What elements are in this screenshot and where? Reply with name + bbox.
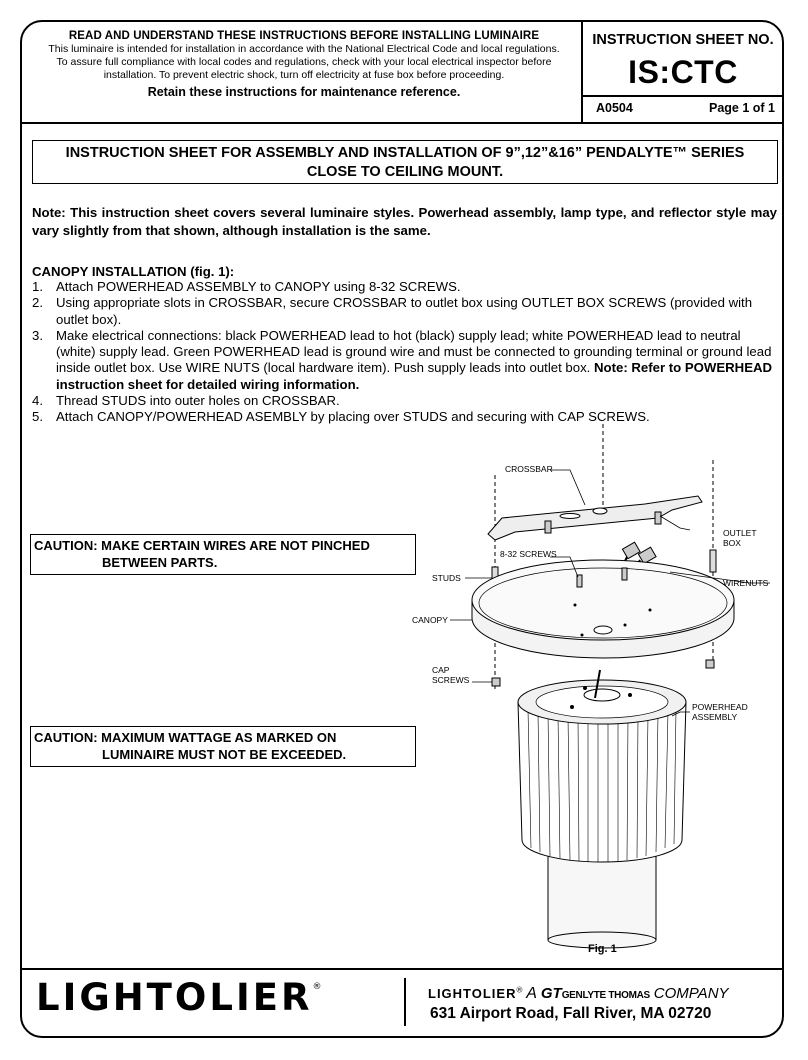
document-title — [32, 140, 778, 184]
canopy-part — [472, 560, 734, 658]
step-2-text: Using appropriate slots in CROSSBAR, secure CROSSBAR to outlet box using OUTLET BOX SCREWS (provided with outlet box). — [56, 295, 753, 327]
document-code: A0504 — [596, 101, 633, 115]
retain-notice: Retain these instructions for maintenance reference. — [147, 85, 461, 99]
step-5-number: 5. — [32, 409, 43, 425]
company-brand: LIGHTOLIER — [428, 986, 517, 1001]
label-cap: CAP — [432, 665, 450, 675]
step-4 — [32, 393, 782, 409]
sheet-divider — [583, 95, 782, 97]
label-canopy: CANOPY — [412, 615, 448, 625]
label-screws: 8-32 SCREWS — [500, 549, 557, 559]
caution-1-line-1: CAUTION: MAKE CERTAIN WIRES ARE NOT PINCHED — [34, 538, 370, 553]
caution-2-line-2: LUMINAIRE MUST NOT BE EXCEEDED. — [102, 747, 347, 762]
instruction-steps — [32, 279, 782, 426]
caution-1-line-2: BETWEEN PARTS. — [102, 555, 218, 570]
sheet-label: INSTRUCTION SHEET NO. — [592, 32, 774, 48]
footer-rule — [22, 968, 782, 970]
note-paragraph: Note: This instruction sheet covers several luminaire styles. Powerhead assembly, lamp type, and reflector style may vary slightly from that shown, although installation is the same. — [32, 205, 777, 238]
label-assembly: ASSEMBLY — [692, 712, 738, 722]
label-studs: STUDS — [432, 573, 461, 583]
step-4-number: 4. — [32, 393, 43, 409]
label-wirenuts: WIRENUTS — [723, 578, 769, 588]
powerhead-part — [518, 670, 686, 948]
crossbar-part — [488, 496, 702, 540]
lightolier-logo — [36, 976, 321, 1019]
company-word: COMPANY — [653, 985, 729, 1002]
logo-text: LIGHTOLIER — [36, 976, 313, 1019]
company-mark: ® — [516, 985, 523, 995]
step-4-text: Thread STUDS into outer holes on CROSSBAR. — [56, 393, 340, 409]
genlyte-thomas-name: GENLYTE THOMAS — [561, 990, 650, 1001]
label-outlet: OUTLET — [723, 528, 757, 538]
caution-max-wattage — [30, 726, 416, 767]
header-warning — [30, 30, 578, 99]
step-2 — [32, 295, 782, 328]
step-1 — [32, 279, 782, 295]
caution-2-line-1: CAUTION: MAXIMUM WATTAGE AS MARKED ON — [34, 730, 337, 745]
canopy-heading: CANOPY INSTALLATION (fig. 1): — [32, 264, 235, 279]
title-line-2: CLOSE TO CEILING MOUNT. — [306, 164, 504, 180]
company-address: 631 Airport Road, Fall River, MA 02720 — [430, 1005, 712, 1022]
warning-title: READ AND UNDERSTAND THESE INSTRUCTIONS BEFORE INSTALLING LUMINAIRE — [68, 30, 540, 42]
warning-text — [30, 43, 578, 82]
logo-registered-mark: ® — [312, 982, 322, 992]
step-3-number: 3. — [32, 327, 43, 343]
step-2-number: 2. — [32, 295, 43, 311]
step-1-number: 1. — [32, 279, 43, 294]
step-3-note: Note: Refer to POWERHEAD instruction sheet for detailed wiring information. — [56, 360, 773, 392]
label-crossbar: CROSSBAR — [505, 464, 553, 474]
warning-line-1: This luminaire is intended for installation in accordance with the National Electrical Code and local regulations. — [48, 43, 560, 55]
page-number: Page 1 of 1 — [709, 101, 775, 115]
footer-divider — [404, 978, 406, 1026]
step-3 — [32, 328, 782, 393]
caution-pinched-wires — [30, 534, 416, 575]
figure-1-diagram — [410, 420, 790, 960]
company-line — [428, 985, 729, 1003]
label-box: BOX — [723, 538, 741, 548]
label-powerhead: POWERHEAD — [692, 702, 748, 712]
header-rule — [22, 122, 782, 124]
header-divider — [581, 22, 583, 122]
warning-line-2: To assure full compliance with local codes and regulations, check with your local electrical inspector before — [56, 56, 552, 68]
sheet-number: IS:CTC — [628, 54, 738, 90]
warning-line-3: installation. To prevent electric shock, turn off electricity at fuse box before proceeding. — [103, 69, 505, 81]
step-3-text: Make electrical connections: black POWERHEAD lead to hot (black) supply lead; white POWERHEAD lead to neutral (white) supply lead. Green POWERHEAD lead is ground wire and must be connected to grounding terminal or ground lead inside outlet box. Use WIRE NUTS (local hardware item). Push supply leads into outlet box. — [56, 327, 772, 376]
label-cap-screws: SCREWS — [432, 675, 470, 685]
genlyte-thomas-logo-mark: GT — [540, 985, 562, 1002]
title-line-1: INSTRUCTION SHEET FOR ASSEMBLY AND INSTALLATION OF 9”,12”&16” PENDALYTE™ SERIES — [65, 145, 745, 161]
figure-caption: Fig. 1 — [588, 943, 617, 955]
company-a: A — [526, 985, 537, 1002]
step-1-text: Attach POWERHEAD ASSEMBLY to CANOPY using 8-32 SCREWS. — [56, 279, 461, 294]
step-5-text: Attach CANOPY/POWERHEAD ASEMBLY by placing over STUDS and securing with CAP SCREWS. — [56, 409, 650, 425]
